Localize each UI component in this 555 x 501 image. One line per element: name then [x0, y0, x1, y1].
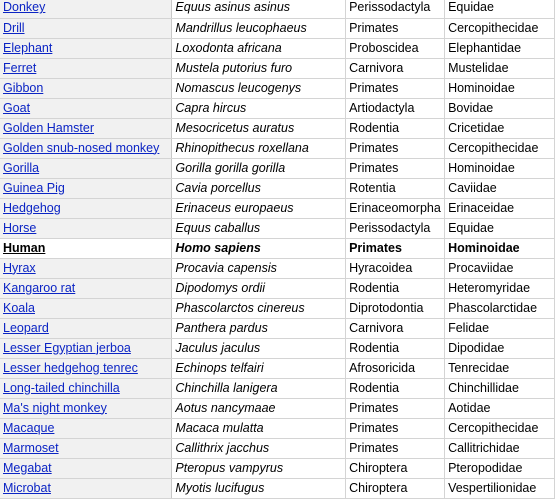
order-cell: Carnivora — [346, 58, 445, 78]
family-cell: Elephantidae — [445, 38, 555, 58]
table-row — [0, 298, 555, 318]
common-name-link[interactable]: Lesser Egyptian jerboa — [3, 340, 131, 355]
order-cell: Perissodactyla — [346, 218, 445, 238]
family-cell: Equidae — [445, 0, 555, 18]
order-cell: Primates — [346, 158, 445, 178]
species-cell: Echinops telfairi — [172, 358, 346, 378]
common-name-link[interactable]: Marmoset — [3, 440, 59, 455]
common-name-cell[interactable] — [0, 0, 172, 18]
table-row — [0, 178, 555, 198]
order-cell: Primates — [346, 78, 445, 98]
family-cell: Procaviidae — [445, 258, 555, 278]
table-row — [0, 38, 555, 58]
common-name-link[interactable]: Megabat — [3, 460, 52, 475]
common-name-cell[interactable] — [0, 198, 172, 218]
common-name-link[interactable]: Hedgehog — [3, 200, 61, 215]
common-name-cell[interactable] — [0, 58, 172, 78]
table-row — [0, 18, 555, 38]
common-name-cell[interactable] — [0, 178, 172, 198]
table-row — [0, 198, 555, 218]
species-cell: Homo sapiens — [172, 238, 346, 258]
species-cell: Myotis lucifugus — [172, 478, 346, 498]
common-name-cell[interactable] — [0, 378, 172, 398]
common-name-link[interactable]: Koala — [3, 300, 35, 315]
species-cell: Phascolarctos cinereus — [172, 298, 346, 318]
order-cell: Rodentia — [346, 338, 445, 358]
family-cell: Caviidae — [445, 178, 555, 198]
table-row — [0, 238, 555, 258]
family-cell: Mustelidae — [445, 58, 555, 78]
common-name-cell[interactable] — [0, 98, 172, 118]
table-row — [0, 418, 555, 438]
family-cell: Tenrecidae — [445, 358, 555, 378]
common-name-cell[interactable] — [0, 38, 172, 58]
common-name-link[interactable]: Elephant — [3, 40, 53, 55]
common-name-cell[interactable] — [0, 438, 172, 458]
table-row — [0, 338, 555, 358]
order-cell: Rodentia — [346, 118, 445, 138]
family-cell: Hominoidae — [445, 78, 555, 98]
common-name-link[interactable]: Ma's night monkey — [3, 400, 107, 415]
order-cell: Hyracoidea — [346, 258, 445, 278]
common-name-link[interactable]: Macaque — [3, 420, 55, 435]
family-cell: Hominoidae — [445, 158, 555, 178]
common-name-link[interactable]: Drill — [3, 20, 25, 35]
common-name-cell[interactable] — [0, 458, 172, 478]
order-cell: Perissodactyla — [346, 0, 445, 18]
order-cell: Primates — [346, 438, 445, 458]
family-cell: Hominoidae — [445, 238, 555, 258]
order-cell: Primates — [346, 238, 445, 258]
species-cell: Dipodomys ordii — [172, 278, 346, 298]
common-name-cell — [0, 238, 172, 258]
species-cell: Nomascus leucogenys — [172, 78, 346, 98]
family-cell: Equidae — [445, 218, 555, 238]
family-cell: Pteropodidae — [445, 458, 555, 478]
species-cell: Procavia capensis — [172, 258, 346, 278]
table-row — [0, 158, 555, 178]
common-name-link[interactable]: Long-tailed chinchilla — [3, 380, 120, 395]
order-cell: Rodentia — [346, 378, 445, 398]
family-cell: Cercopithecidae — [445, 138, 555, 158]
species-cell: Loxodonta africana — [172, 38, 346, 58]
family-cell: Cercopithecidae — [445, 418, 555, 438]
common-name-cell[interactable] — [0, 18, 172, 38]
table-row — [0, 478, 555, 498]
common-name-cell[interactable] — [0, 358, 172, 378]
common-name-link[interactable]: Microbat — [3, 480, 51, 495]
common-name-cell[interactable] — [0, 318, 172, 338]
family-cell: Felidae — [445, 318, 555, 338]
common-name-cell[interactable] — [0, 218, 172, 238]
order-cell: Rodentia — [346, 278, 445, 298]
family-cell: Vespertilionidae — [445, 478, 555, 498]
table-row — [0, 398, 555, 418]
common-name-link[interactable]: Leopard — [3, 320, 49, 335]
table-row — [0, 218, 555, 238]
order-cell: Carnivora — [346, 318, 445, 338]
common-name-link[interactable]: Hyrax — [3, 260, 36, 275]
order-cell: Primates — [346, 18, 445, 38]
common-name-cell[interactable] — [0, 158, 172, 178]
common-name-link[interactable]: Guinea Pig — [3, 180, 65, 195]
order-cell: Primates — [346, 418, 445, 438]
family-cell: Erinaceidae — [445, 198, 555, 218]
family-cell: Heteromyridae — [445, 278, 555, 298]
order-cell: Primates — [346, 138, 445, 158]
common-name-link[interactable]: Gorilla — [3, 160, 40, 175]
species-cell: Aotus nancymaae — [172, 398, 346, 418]
common-name-cell[interactable] — [0, 78, 172, 98]
common-name-link[interactable]: Golden snub-nosed monkey — [3, 140, 160, 155]
common-name-link[interactable]: Goat — [3, 100, 31, 115]
common-name-link[interactable]: Kangaroo rat — [3, 280, 76, 295]
order-cell: Erinaceomorpha — [346, 198, 445, 218]
species-cell: Capra hircus — [172, 98, 346, 118]
common-name-cell[interactable] — [0, 338, 172, 358]
species-cell: Callithrix jacchus — [172, 438, 346, 458]
family-cell: Bovidae — [445, 98, 555, 118]
species-cell: Cavia porcellus — [172, 178, 346, 198]
order-cell: Afrosoricida — [346, 358, 445, 378]
order-cell: Proboscidea — [346, 38, 445, 58]
species-cell: Macaca mulatta — [172, 418, 346, 438]
common-name-text: Human — [3, 240, 46, 255]
species-cell: Mesocricetus auratus — [172, 118, 346, 138]
family-cell: Phascolarctidae — [445, 298, 555, 318]
family-cell: Dipodidae — [445, 338, 555, 358]
family-cell: Cercopithecidae — [445, 18, 555, 38]
table-row — [0, 458, 555, 478]
common-name-cell[interactable] — [0, 398, 172, 418]
species-cell: Gorilla gorilla gorilla — [172, 158, 346, 178]
table-row — [0, 278, 555, 298]
table-row — [0, 318, 555, 338]
table-row — [0, 438, 555, 458]
order-cell: Chiroptera — [346, 458, 445, 478]
species-cell: Panthera pardus — [172, 318, 346, 338]
common-name-cell[interactable] — [0, 138, 172, 158]
common-name-link[interactable]: Ferret — [3, 60, 37, 75]
species-cell: Erinaceus europaeus — [172, 198, 346, 218]
order-cell: Primates — [346, 398, 445, 418]
species-cell: Mandrillus leucophaeus — [172, 18, 346, 38]
common-name-cell[interactable] — [0, 298, 172, 318]
species-cell: Mustela putorius furo — [172, 58, 346, 78]
common-name-cell[interactable] — [0, 278, 172, 298]
species-cell: Jaculus jaculus — [172, 338, 346, 358]
family-cell: Callitrichidae — [445, 438, 555, 458]
order-cell: Rotentia — [346, 178, 445, 198]
family-cell: Aotidae — [445, 398, 555, 418]
family-cell: Cricetidae — [445, 118, 555, 138]
order-cell: Chiroptera — [346, 478, 445, 498]
table-row — [0, 78, 555, 98]
common-name-cell[interactable] — [0, 418, 172, 438]
order-cell: Artiodactyla — [346, 98, 445, 118]
species-cell: Equus asinus asinus — [172, 0, 346, 18]
species-cell: Rhinopithecus roxellana — [172, 138, 346, 158]
common-name-link[interactable]: Horse — [3, 220, 37, 235]
species-cell: Chinchilla lanigera — [172, 378, 346, 398]
common-name-link[interactable]: Golden Hamster — [3, 120, 95, 135]
common-name-cell[interactable] — [0, 118, 172, 138]
common-name-link[interactable]: Lesser hedgehog tenrec — [3, 360, 138, 375]
common-name-link[interactable]: Donkey — [3, 0, 46, 15]
common-name-cell[interactable] — [0, 258, 172, 278]
table-row — [0, 378, 555, 398]
species-cell: Pteropus vampyrus — [172, 458, 346, 478]
table-row — [0, 258, 555, 278]
table-row — [0, 58, 555, 78]
table-row — [0, 98, 555, 118]
table-row — [0, 118, 555, 138]
species-cell: Equus caballus — [172, 218, 346, 238]
table-row — [0, 138, 555, 158]
family-cell: Chinchillidae — [445, 378, 555, 398]
table-row — [0, 358, 555, 378]
common-name-cell[interactable] — [0, 478, 172, 498]
order-cell: Diprotodontia — [346, 298, 445, 318]
table-row — [0, 0, 555, 18]
common-name-link[interactable]: Gibbon — [3, 80, 44, 95]
